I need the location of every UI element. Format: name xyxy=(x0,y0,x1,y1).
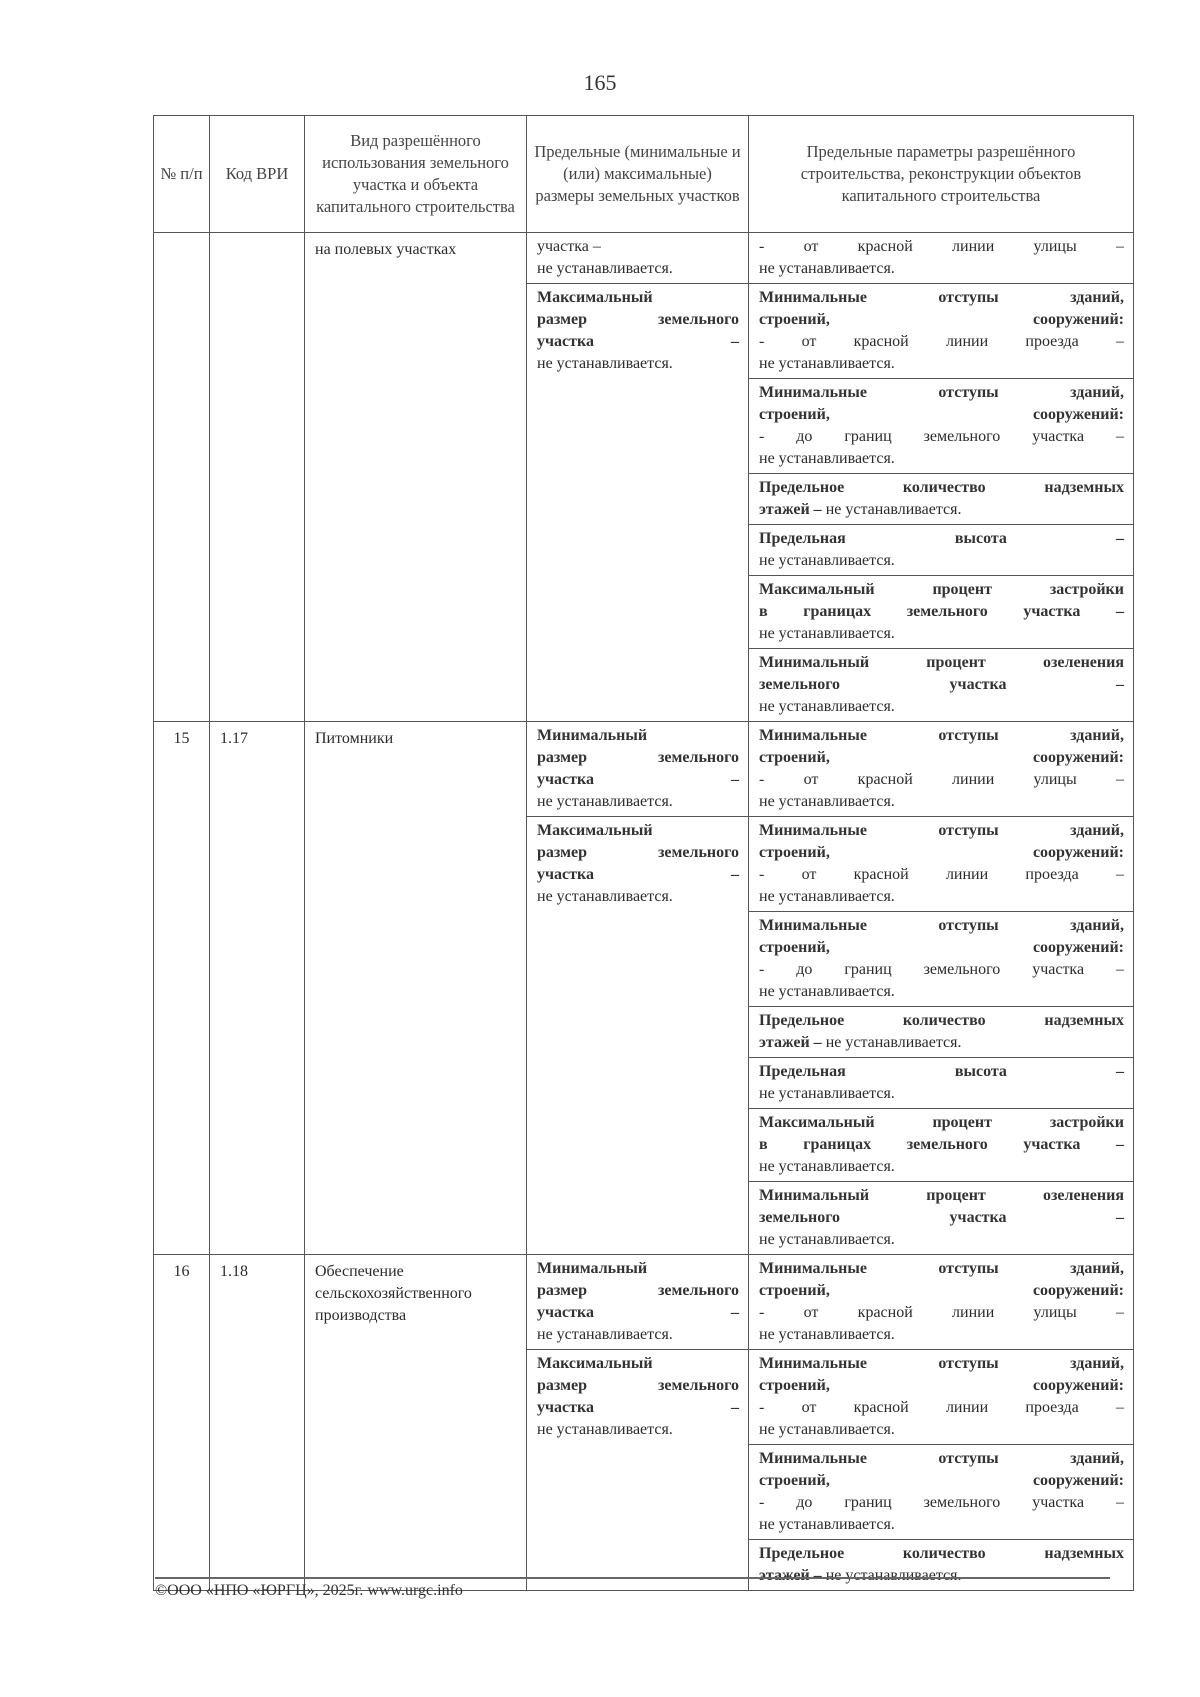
cell-code xyxy=(210,1255,305,1591)
param-block xyxy=(749,912,1133,1007)
param-block xyxy=(749,1445,1133,1540)
param-block xyxy=(749,474,1133,525)
param-value: этажей – не устанавливается. xyxy=(759,1567,962,1584)
param-heading: Минимальные отступы зданий, xyxy=(759,1260,1124,1277)
param-heading: размер земельного xyxy=(537,749,739,766)
param-heading: Минимальные отступы зданий, xyxy=(759,727,1124,744)
param-value: не устанавливается. xyxy=(759,1085,895,1102)
param-value: не устанавливается. xyxy=(537,888,673,905)
param-value: не устанавливается. xyxy=(537,1421,673,1438)
param-block xyxy=(749,1109,1133,1182)
param-heading: участка – xyxy=(537,1399,739,1416)
table-body xyxy=(154,233,1134,1591)
row-number: 15 xyxy=(173,730,190,747)
max-size-block xyxy=(527,284,748,378)
cell-code xyxy=(210,233,305,722)
param-value: не устанавливается. xyxy=(759,793,895,810)
param-heading: Минимальный процент озеленения xyxy=(759,1187,1124,1204)
footer-divider xyxy=(155,1577,1110,1579)
param-value: не устанавливается. xyxy=(759,355,895,372)
param-heading: Минимальные отступы зданий, xyxy=(759,822,1124,839)
param-value: этажей – не устанавливается. xyxy=(759,501,962,518)
param-heading: строений, сооружений: xyxy=(759,311,1124,328)
param-block xyxy=(749,1255,1133,1350)
header-params: Предельные параметры разрешённого строительства, реконструкции объектов капитального строительства xyxy=(749,116,1134,233)
param-heading: размер земельного xyxy=(537,311,739,328)
param-line: - от красной линии улицы – xyxy=(759,771,1124,788)
cell-num xyxy=(154,233,210,722)
param-line: - от красной линии улицы – xyxy=(759,238,1124,255)
param-heading: участка – xyxy=(537,1304,739,1321)
param-line: - до границ земельного участка – xyxy=(759,428,1124,445)
param-block xyxy=(749,722,1133,817)
param-heading: Минимальные отступы зданий, xyxy=(759,384,1124,401)
kind-text: Обеспечение сельскохозяйственного производства xyxy=(315,1263,472,1324)
param-block xyxy=(749,525,1133,576)
param-heading: размер земельного xyxy=(537,1282,739,1299)
param-heading: строений, сооружений: xyxy=(759,1377,1124,1394)
param-line: - от красной линии проезда – xyxy=(759,1399,1124,1416)
param-heading: размер земельного xyxy=(537,1377,739,1394)
param-value: не устанавливается. xyxy=(759,1516,895,1533)
table-row-continued xyxy=(154,233,1134,722)
param-heading: участка – xyxy=(537,866,739,883)
min-size-block xyxy=(527,1255,748,1350)
param-value: не устанавливается. xyxy=(537,355,673,372)
param-value: не устанавливается. xyxy=(759,552,895,569)
param-heading: Минимальные отступы зданий, xyxy=(759,1355,1124,1372)
min-size-block xyxy=(527,722,748,817)
param-heading: участка – xyxy=(537,333,739,350)
cell-num xyxy=(154,1255,210,1591)
footer-copyright: ©ООО «НПО «ЮРГЦ», 2025г. www.urgc.info xyxy=(155,1582,463,1599)
cell-kind xyxy=(305,233,527,722)
param-block xyxy=(749,649,1133,721)
params-cell xyxy=(749,233,1134,722)
param-block xyxy=(749,1350,1133,1445)
param-heading: Максимальный процент застройки xyxy=(759,1114,1124,1131)
param-heading: строений, сооружений: xyxy=(759,844,1124,861)
cell-kind xyxy=(305,1255,527,1591)
table-header-row xyxy=(154,116,1134,233)
params-cell xyxy=(749,1255,1134,1591)
param-heading: в границах земельного участка – xyxy=(759,1136,1124,1153)
param-heading: земельного участка – xyxy=(759,676,1124,693)
param-heading: Минимальные отступы зданий, xyxy=(759,289,1124,306)
param-value: не устанавливается. xyxy=(759,1326,895,1343)
header-kind: Вид разрешённого использования земельного участка и объекта капитального строительства xyxy=(305,116,527,233)
kind-text: Питомники xyxy=(315,730,394,747)
min-size-block xyxy=(527,233,748,284)
sizes-cell xyxy=(527,233,749,722)
param-block xyxy=(749,379,1133,474)
param-block xyxy=(749,1540,1133,1590)
param-heading: участка – xyxy=(537,771,739,788)
row-code: 1.17 xyxy=(220,730,248,747)
param-heading: размер земельного xyxy=(537,844,739,861)
param-line: - от красной линии проезда – xyxy=(759,333,1124,350)
cell-code xyxy=(210,722,305,1255)
sizes-cell xyxy=(527,722,749,1255)
kind-text: на полевых участках xyxy=(315,241,457,258)
param-block xyxy=(749,1007,1133,1058)
page-number: 165 xyxy=(583,70,617,95)
row-code: 1.18 xyxy=(220,1263,248,1280)
param-heading: Минимальный xyxy=(537,727,648,744)
param-heading: Предельная высота – xyxy=(759,1063,1124,1080)
param-heading: Минимальные отступы зданий, xyxy=(759,917,1124,934)
param-heading: в границах земельного участка – xyxy=(759,603,1124,620)
param-line: - от красной линии улицы – xyxy=(759,1304,1124,1321)
param-heading: Предельное количество надземных xyxy=(759,1545,1124,1562)
param-heading: земельного участка – xyxy=(759,1209,1124,1226)
param-heading: строений, сооружений: xyxy=(759,749,1124,766)
param-block xyxy=(749,817,1133,912)
header-sizes: Предельные (минимальные и (или) максимальные) размеры земельных участков xyxy=(527,116,749,233)
max-size-block xyxy=(527,1350,748,1444)
param-heading-tail: этажей – xyxy=(759,1034,822,1051)
param-value: не устанавливается. xyxy=(537,1326,673,1343)
param-value: не устанавливается. xyxy=(759,1231,895,1248)
param-value: не устанавливается. xyxy=(759,983,895,1000)
max-size-block xyxy=(527,817,748,911)
param-block xyxy=(749,233,1133,284)
param-line: - до границ земельного участка – xyxy=(759,961,1124,978)
param-heading: Максимальный xyxy=(537,822,653,839)
param-value: не устанавливается. xyxy=(759,260,895,277)
param-heading: Минимальные отступы зданий, xyxy=(759,1450,1124,1467)
param-value: не устанавливается. xyxy=(759,625,895,642)
sizes-cell xyxy=(527,1255,749,1591)
param-heading: строений, сооружений: xyxy=(759,406,1124,423)
table-row xyxy=(154,722,1134,1255)
param-heading: Максимальный xyxy=(537,289,653,306)
header-num: № п/п xyxy=(154,116,210,233)
param-value: не устанавливается. xyxy=(537,793,673,810)
param-line: не устанавливается. xyxy=(537,260,673,277)
header-code: Код ВРИ xyxy=(210,116,305,233)
param-heading: Предельное количество надземных xyxy=(759,1012,1124,1029)
param-line: - до границ земельного участка – xyxy=(759,1494,1124,1511)
param-heading: Предельная высота – xyxy=(759,530,1124,547)
param-heading: строений, сооружений: xyxy=(759,939,1124,956)
param-value: не устанавливается. xyxy=(759,1421,895,1438)
param-heading: Предельное количество надземных xyxy=(759,479,1124,496)
param-heading: Максимальный процент застройки xyxy=(759,581,1124,598)
param-value: этажей – не устанавливается. xyxy=(759,1034,962,1051)
cell-kind xyxy=(305,722,527,1255)
row-number: 16 xyxy=(173,1263,190,1280)
param-line: участка – xyxy=(537,238,601,255)
param-block xyxy=(749,284,1133,379)
param-block xyxy=(749,1182,1133,1254)
param-heading: Минимальный процент озеленения xyxy=(759,654,1124,671)
param-line: - от красной линии проезда – xyxy=(759,866,1124,883)
param-heading: Минимальный xyxy=(537,1260,648,1277)
table-row xyxy=(154,1255,1134,1591)
param-heading: строений, сооружений: xyxy=(759,1472,1124,1489)
param-heading: строений, сооружений: xyxy=(759,1282,1124,1299)
param-heading-tail: этажей – xyxy=(759,1567,822,1584)
param-block xyxy=(749,1058,1133,1109)
land-use-table xyxy=(153,115,1134,1591)
param-value: не устанавливается. xyxy=(759,888,895,905)
param-value: не устанавливается. xyxy=(759,450,895,467)
param-value: не устанавливается. xyxy=(759,1158,895,1175)
param-value: не устанавливается. xyxy=(759,698,895,715)
param-heading-tail: этажей – xyxy=(759,501,822,518)
cell-num xyxy=(154,722,210,1255)
param-heading: Максимальный xyxy=(537,1355,653,1372)
params-cell xyxy=(749,722,1134,1255)
param-block xyxy=(749,576,1133,649)
